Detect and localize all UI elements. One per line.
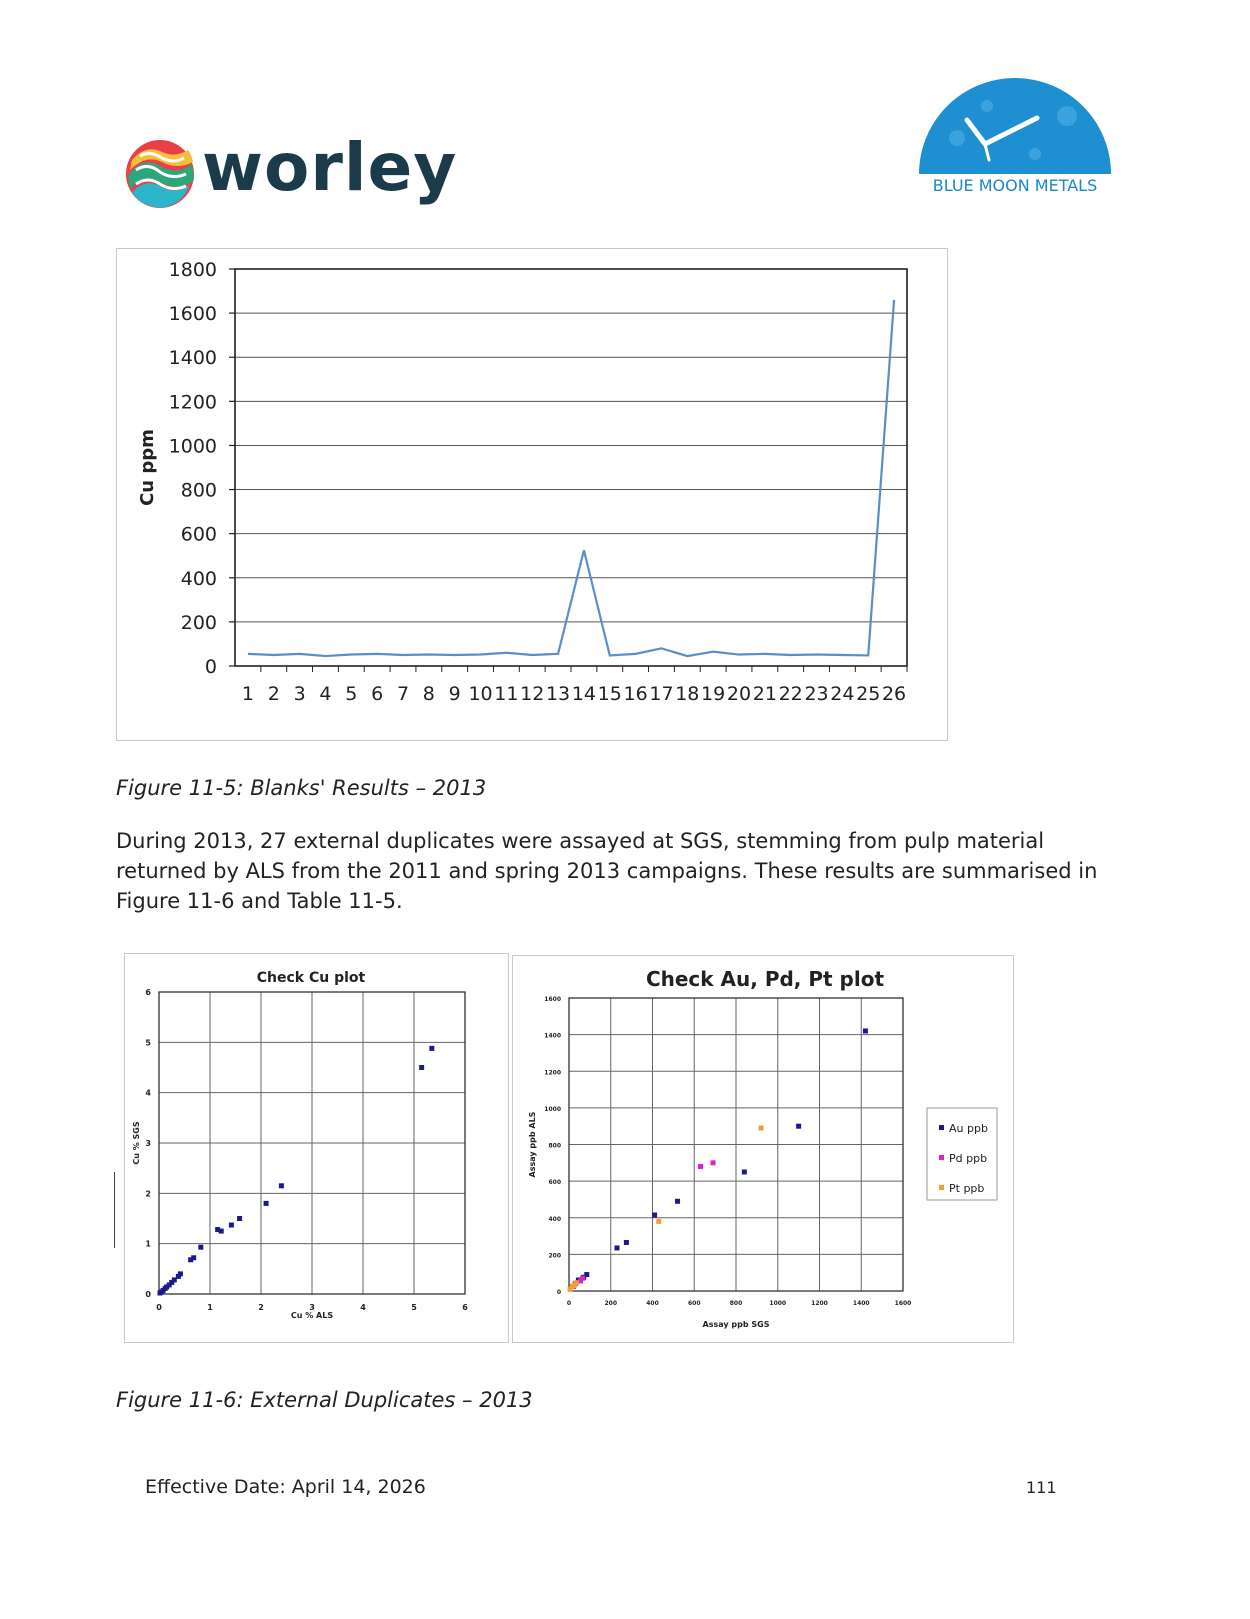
y-tick-label: 200 (180, 611, 217, 634)
blue-moon-metals-wordmark: BLUE MOON METALS (932, 176, 1098, 195)
x-tick-label: 1200 (811, 1300, 828, 1307)
data-point (624, 1240, 629, 1245)
y-tick-label: 1600 (168, 303, 217, 326)
y-tick-label: 0 (145, 1290, 151, 1299)
y-tick-label: 1 (145, 1239, 151, 1249)
x-axis-label: Assay ppb SGS (702, 1320, 770, 1329)
y-tick-label: 0 (204, 656, 217, 678)
check-au-pd-pt-plot (512, 955, 1014, 1343)
x-tick-label: 6 (462, 1303, 468, 1312)
x-tick-label: 400 (646, 1300, 659, 1307)
x-tick-label: 4 (319, 683, 332, 705)
blanks-results-chart (116, 248, 948, 741)
x-tick-label: 25 (856, 683, 881, 705)
y-tick-label: 600 (548, 1179, 561, 1187)
y-tick-label: 4 (145, 1088, 151, 1098)
x-tick-label: 5 (345, 683, 358, 705)
blue-moon-metals-logo (915, 76, 1115, 206)
data-point (178, 1271, 183, 1276)
x-tick-label: 17 (649, 683, 674, 705)
y-tick-label: 600 (180, 523, 217, 546)
data-point (675, 1199, 680, 1204)
x-tick-label: 200 (604, 1300, 618, 1307)
y-tick-label: 1400 (168, 347, 217, 370)
data-point (229, 1223, 234, 1228)
moon-clock-icon (917, 76, 1113, 176)
footer-effective-date: Effective Date: April 14, 2026 (145, 1476, 426, 1498)
x-tick-label: 0 (156, 1303, 162, 1312)
x-tick-label: 0 (566, 1300, 572, 1307)
check-cu-plot (124, 953, 509, 1343)
margin-rule (114, 1172, 115, 1248)
x-tick-label: 14 (571, 683, 597, 705)
y-axis-label: Cu % SGS (132, 1121, 141, 1165)
x-tick-label: 23 (804, 683, 829, 705)
x-tick-label: 2 (267, 683, 280, 705)
y-tick-label: 2 (145, 1189, 151, 1199)
worley-wordmark: worley (202, 129, 458, 206)
x-tick-label: 12 (520, 683, 545, 705)
legend-marker (939, 1185, 944, 1190)
worley-logo (122, 128, 458, 218)
data-point (574, 1280, 579, 1285)
data-point (711, 1160, 716, 1165)
figure-11-6-caption: Figure 11-6: External Duplicates – 2013 (116, 1388, 533, 1412)
x-tick-label: 9 (448, 683, 461, 705)
x-tick-label: 5 (411, 1303, 417, 1312)
x-tick-label: 1600 (894, 1300, 912, 1307)
x-tick-label: 24 (830, 683, 855, 705)
legend-label: Pd ppb (949, 1152, 988, 1165)
x-axis-label: Cu % ALS (290, 1311, 334, 1320)
data-point (580, 1276, 585, 1281)
data-point (264, 1201, 269, 1206)
series-line (248, 300, 894, 656)
y-tick-label: 1400 (544, 1032, 561, 1040)
data-point (796, 1124, 801, 1129)
chart-title: Check Au, Pd, Pt plot (645, 967, 885, 991)
data-point (191, 1255, 196, 1260)
x-tick-label: 7 (396, 683, 410, 705)
y-tick-label: 200 (548, 1252, 561, 1260)
y-tick-label: 800 (548, 1142, 561, 1150)
x-tick-label: 16 (623, 683, 648, 705)
x-tick-label: 8 (422, 683, 435, 705)
x-tick-label: 10 (468, 683, 493, 705)
check-au-pd-pt-scatter-svg (513, 956, 1013, 1342)
y-tick-label: 3 (145, 1139, 151, 1148)
data-point (615, 1245, 620, 1250)
x-tick-label: 20 (726, 683, 752, 705)
x-tick-label: 1000 (769, 1300, 787, 1307)
data-point (759, 1126, 764, 1131)
x-tick-label: 1 (207, 1303, 213, 1312)
legend-label: Pt ppb (949, 1182, 985, 1195)
x-tick-label: 13 (545, 683, 571, 705)
y-tick-label: 6 (145, 988, 151, 997)
x-tick-label: 1400 (852, 1300, 870, 1307)
x-tick-label: 600 (687, 1300, 701, 1307)
data-point (742, 1169, 747, 1174)
worley-swirl-icon (122, 136, 198, 212)
x-tick-label: 22 (778, 683, 803, 705)
data-point (429, 1046, 434, 1051)
x-tick-label: 3 (309, 1303, 315, 1312)
y-axis-label: Assay ppb ALS (528, 1111, 537, 1178)
data-point (419, 1065, 424, 1070)
chart-title: Check Cu plot (256, 970, 366, 986)
x-tick-label: 6 (371, 683, 384, 705)
legend-label: Au ppb (949, 1122, 988, 1135)
x-tick-label: 18 (675, 683, 700, 705)
footer-page-number: 111 (1026, 1478, 1057, 1497)
x-tick-label: 19 (701, 683, 726, 705)
y-tick-label: 1000 (544, 1105, 561, 1113)
y-tick-label: 1200 (168, 391, 217, 414)
x-tick-label: 21 (752, 683, 777, 705)
data-point (652, 1213, 657, 1218)
y-tick-label: 1800 (168, 259, 217, 281)
x-tick-label: 26 (881, 683, 907, 705)
y-tick-label: 400 (548, 1215, 561, 1223)
data-point (656, 1219, 661, 1224)
x-tick-label: 15 (597, 683, 622, 705)
x-tick-label: 1 (241, 683, 254, 705)
data-point (279, 1183, 284, 1188)
x-tick-label: 4 (360, 1303, 366, 1312)
y-tick-label: 1200 (544, 1069, 561, 1077)
y-tick-label: 1600 (544, 996, 561, 1003)
blanks-line-chart-svg (117, 249, 947, 740)
x-tick-label: 2 (258, 1303, 264, 1312)
y-tick-label: 800 (180, 479, 217, 502)
legend-marker (939, 1155, 944, 1160)
data-point (698, 1164, 703, 1169)
data-point (219, 1229, 224, 1234)
y-tick-label: 400 (180, 567, 217, 590)
data-point (863, 1028, 868, 1033)
data-point (237, 1216, 242, 1221)
x-tick-label: 3 (293, 683, 306, 705)
legend-marker (939, 1125, 944, 1130)
body-paragraph: During 2013, 27 external duplicates were assayed at SGS, stemming from pulp material returned by ALS from the 2011 and spring 2013 campaigns. These results are summarised in Figure 11-6 and Table 11-5. (116, 829, 1098, 913)
check-cu-scatter-svg (125, 954, 508, 1342)
y-tick-label: 0 (556, 1289, 561, 1296)
x-tick-label: 800 (729, 1300, 743, 1307)
figure-11-5-caption: Figure 11-5: Blanks' Results – 2013 (116, 776, 487, 800)
x-tick-label: 11 (494, 683, 519, 705)
y-tick-label: 1000 (168, 435, 217, 458)
data-point (198, 1245, 203, 1250)
y-tick-label: 5 (145, 1038, 151, 1048)
y-axis-label: Cu ppm (137, 429, 158, 506)
